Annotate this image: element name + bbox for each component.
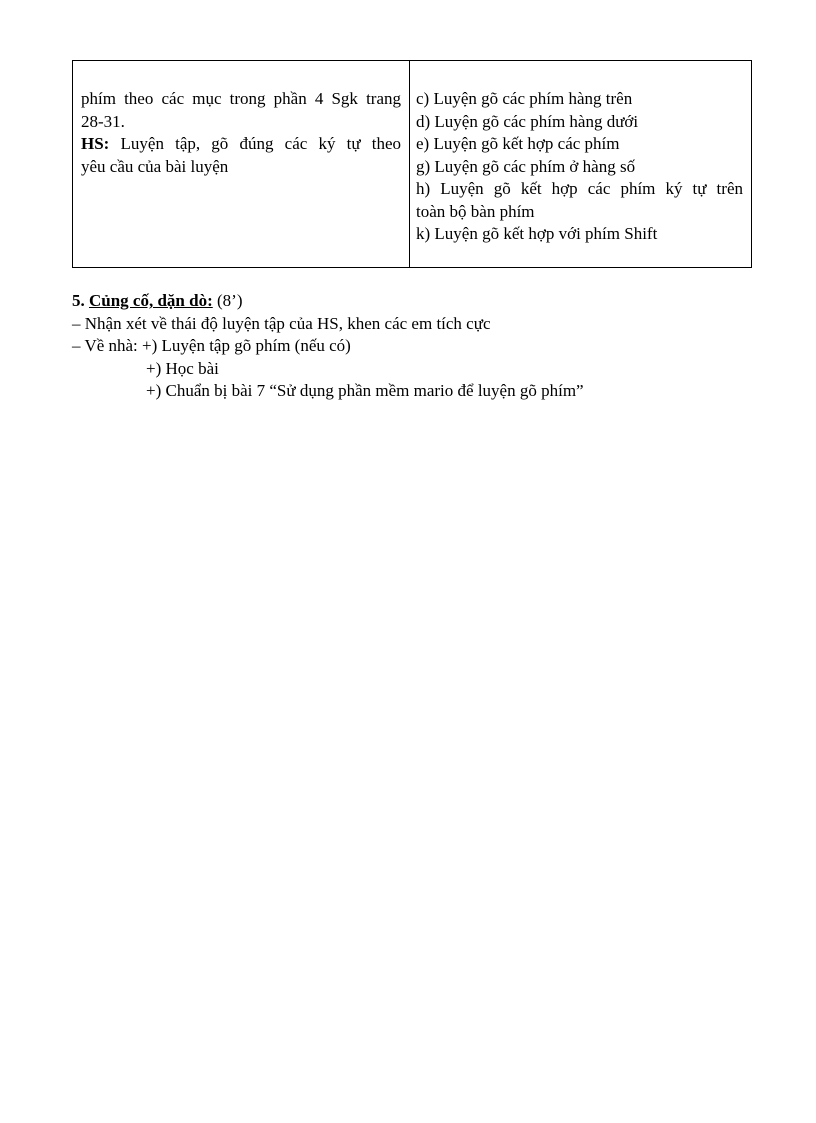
activity-text-line: phím theo các mục trong phần 4 Sgk trang <box>81 89 401 108</box>
content-list-item: h) Luyện gõ kết hợp các phím ký tự trên <box>416 179 743 198</box>
content-list-item: toàn bộ bàn phím <box>416 201 535 221</box>
activity-text-line: 28-31. <box>81 111 125 131</box>
content-list-item: c) Luyện gõ các phím hàng trên <box>416 89 633 108</box>
student-activity-line <box>81 133 401 156</box>
lesson-activity-table <box>72 60 752 268</box>
section-time: (8’) <box>217 291 243 310</box>
content-list-item: e) Luyện gõ kết hợp các phím <box>416 134 620 153</box>
content-list-item: g) Luyện gõ các phím ở hàng số <box>416 156 636 176</box>
table-row <box>73 61 752 268</box>
student-activity-text: Luyện tập, gõ đúng các ký tự theo <box>120 134 401 153</box>
section-title: Củng cố, dặn dò: <box>89 291 213 310</box>
section-heading <box>72 290 772 313</box>
homework-sub-item: +) Học bài <box>146 358 219 378</box>
hs-label: HS: <box>81 134 110 153</box>
content-cell <box>410 61 752 268</box>
content-list-item: d) Luyện gõ các phím hàng dưới <box>416 111 639 131</box>
section-line: – Nhận xét về thái độ luyện tập của HS, khen các em tích cực <box>72 313 491 333</box>
student-activity-text: yêu cầu của bài luyện <box>81 156 229 176</box>
content-list-item: k) Luyện gõ kết hợp với phím Shift <box>416 224 658 243</box>
section-number: 5. <box>72 291 85 310</box>
section-line: – Về nhà: +) Luyện tập gõ phím (nếu có) <box>72 336 351 355</box>
section-5-consolidation <box>72 290 772 403</box>
homework-sub-item: +) Chuẩn bị bài 7 “Sử dụng phần mềm mario để luyện gõ phím” <box>146 381 584 400</box>
teacher-student-activity-cell <box>73 61 410 268</box>
